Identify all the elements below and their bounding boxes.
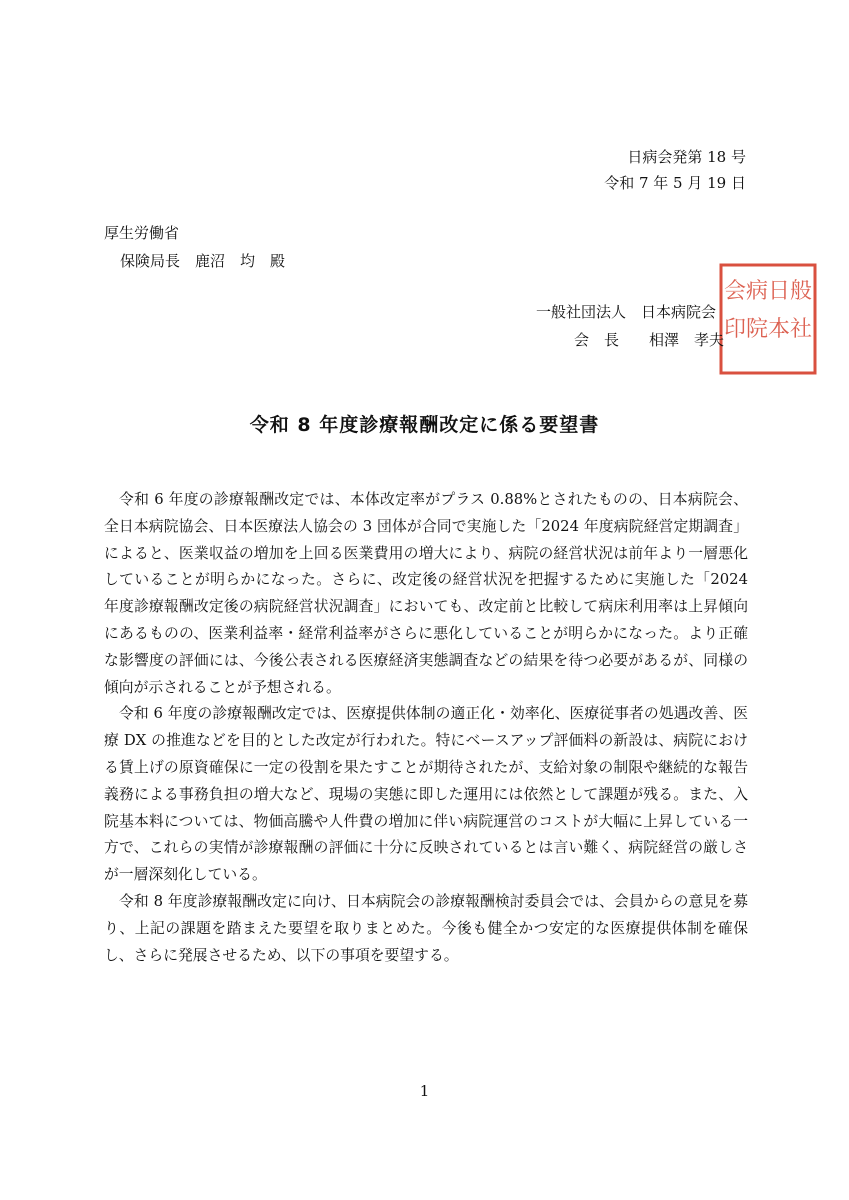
seal-glyph: 日 xyxy=(767,279,791,304)
addressee-block xyxy=(104,219,285,275)
seal-glyph: 病 xyxy=(745,279,769,304)
seal-glyph: 社 xyxy=(789,317,813,342)
document-reference xyxy=(604,144,746,196)
sender-president: 会 長 相澤 孝夫 xyxy=(574,331,725,349)
seal-glyph: 会 xyxy=(723,279,747,304)
page-number: 1 xyxy=(419,1082,430,1100)
official-seal-stamp xyxy=(718,262,818,376)
document-number: 日病会発第 18 号 xyxy=(627,148,746,166)
body-paragraph: 令和 6 年度の診療報酬改定では、本体改定率がプラス 0.88%とされたものの、日本病院会、全日本病院協会、日本医療法人協会の 3 団体が合同で実施した「2024 年度病院経営定期調査」によると、医業収益の増加を上回る医業費用の増大により、病院の経営状況は前年より一層悪化していることが明らかになった。さらに、改定後の経営状況を把握するために実施した「2024 年度診療報酬改定後の病院経営状況調査」においても、改定前と比較して病床利用率は上昇傾向にあるものの、医業利益率・経常利益率がさらに悪化していることが明らかになった。より正確な影響度の評価には、今後公表される医療経済実態調査などの結果を待つ必要があるが、同様の傾向が示されることが予想される。 xyxy=(104,491,748,696)
document-title: 令和 8 年度診療報酬改定に係る要望書 xyxy=(249,414,600,436)
document-body xyxy=(104,487,748,969)
body-paragraph: 令和 6 年度の診療報酬改定では、医療提供体制の適正化・効率化、医療従事者の処遇改善、医療 DX の推進などを目的とした改定が行われた。特にベースアップ評価料の新設は、病院における賃上げの原資確保に一定の役割を果たすことが期待されたが、支給対象の制限や継続的な報告義務による事務負担の増大など、現場の実態に即した運用には依然として課題が残る。また、入院基本料については、物価高騰や人件費の増加に伴い病院運営のコストが大幅に上昇している一方で、これらの実情が診療報酬の評価に十分に反映されているとは言い難く、病院経営の厳しさが一層深刻化している。 xyxy=(104,705,748,884)
sender-organization: 一般社団法人 日本病院会 xyxy=(536,303,717,321)
document-date: 令和 7 年 5 月 19 日 xyxy=(604,174,746,192)
sender-block xyxy=(536,298,724,354)
seal-glyph: 印 xyxy=(723,317,747,342)
seal-glyph: 院 xyxy=(745,317,769,342)
addressee-ministry: 厚生労働省 xyxy=(104,224,180,242)
seal-glyph: 般 xyxy=(789,279,813,304)
body-paragraph: 令和 8 年度診療報酬改定に向け、日本病院会の診療報酬検討委員会では、会員からの意見を募り、上記の課題を踏まえた要望を取りまとめた。今後も健全かつ安定的な医療提供体制を確保し、さらに発展させるため、以下の事項を要望する。 xyxy=(104,892,748,964)
addressee-recipient: 保険局長 鹿沼 均 殿 xyxy=(120,252,286,270)
seal-glyph: 本 xyxy=(767,317,791,342)
